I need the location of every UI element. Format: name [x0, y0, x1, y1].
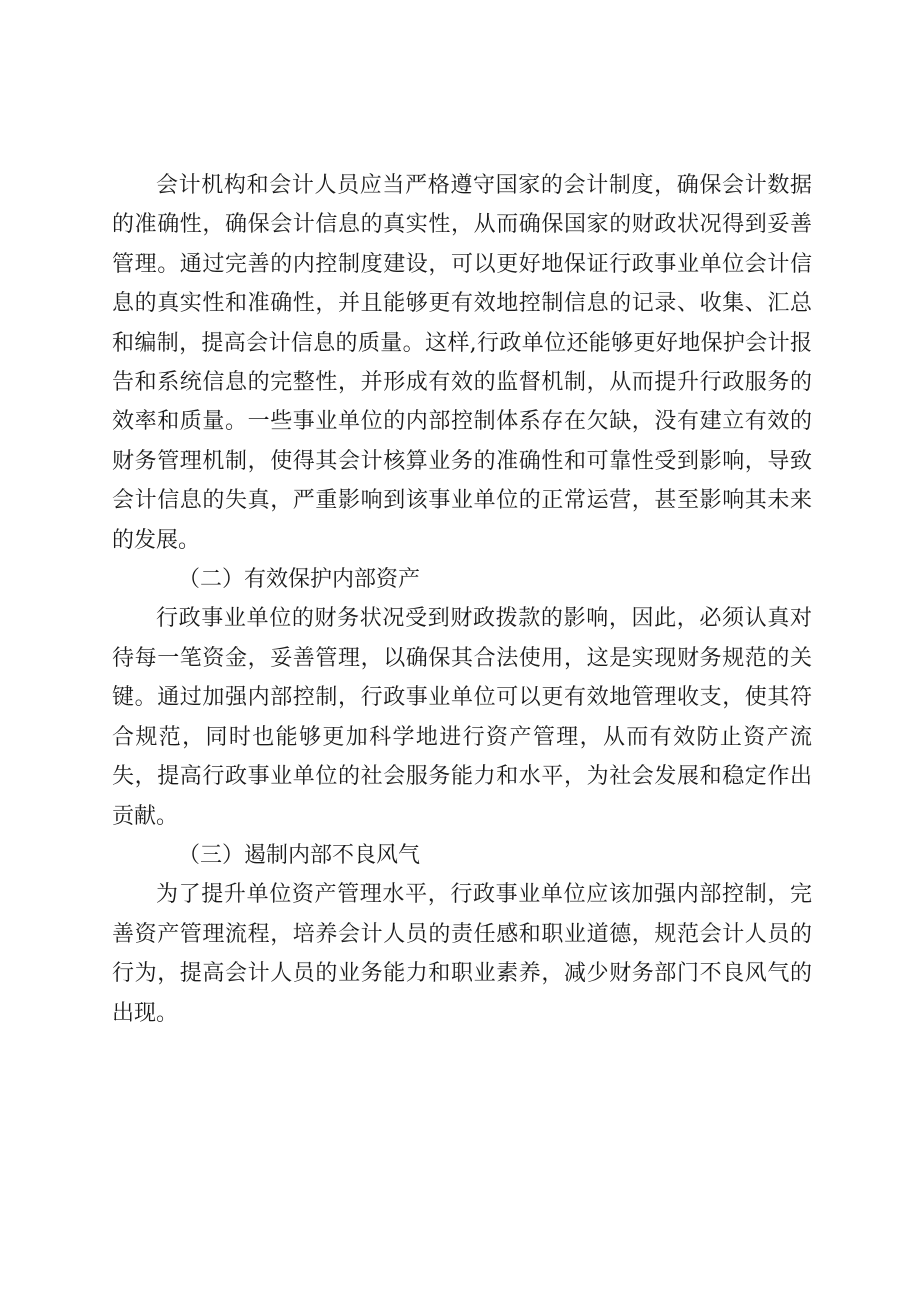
paragraph-internal-control-accounting: 会计机构和会计人员应当严格遵守国家的会计制度，确保会计数据的准确性，确保会计信息的真实性，从而确保国家的财政状况得到妥善管理。通过完善的内控制度建设，可以更好地保证行政事业单位会计信息的真实性和准确性，并且能够更有效地控制信息的记录、收集、汇总和编制，提高会计信息的质量。这样,行政单位还能够更好地保护会计报告和系统信息的完整性，并形成有效的监督机制，从而提升行政服务的效率和质量。一些事业单位的内部控制体系存在欠缺，没有建立有效的财务管理机制，使得其会计核算业务的准确性和可靠性受到影响，导致会计信息的失真，严重影响到该事业单位的正常运营，甚至影响其未来的发展。: [112, 173, 812, 553]
document-body: [112, 166, 812, 1033]
paragraph-curb-bad-practices: 为了提升单位资产管理水平，行政事业单位应该加强内部控制，完善资产管理流程，培养会计人员的责任感和职业道德，规范会计人员的行为，提高会计人员的业务能力和职业素养，减少财务部门不良风气的出现。: [112, 882, 812, 1026]
paragraph-protect-assets: 行政事业单位的财务状况受到财政拨款的影响，因此，必须认真对待每一笔资金，妥善管理，以确保其合法使用，这是实现财务规范的关键。通过加强内部控制，行政事业单位可以更有效地管理收支，使其符合规范，同时也能够更加科学地进行资产管理，从而有效防止资产流失，提高行政事业单位的社会服务能力和水平，为社会发展和稳定作出贡献。: [112, 606, 812, 829]
section-heading-curb-bad-practices: （三）遏制内部不良风气: [178, 842, 421, 868]
section-heading-protect-assets: （二）有效保护内部资产: [178, 567, 421, 593]
